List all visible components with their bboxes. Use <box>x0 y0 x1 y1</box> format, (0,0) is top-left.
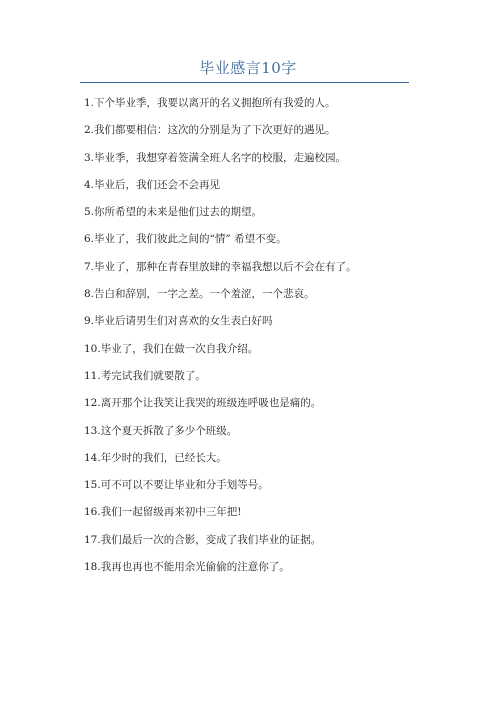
list-item: 3.毕业季，我想穿着签满全班人名字的校服，走遍校园。 <box>84 151 347 164</box>
list-item: 10.毕业了，我们在做一次自我介绍。 <box>84 342 259 355</box>
list-item: 2.我们都要相信：这次的分别是为了下次更好的遇见。 <box>84 124 336 137</box>
list-item: 12.离开那个让我笑让我哭的班级连呼吸也是痛的。 <box>84 397 322 410</box>
list-item: 14.年少时的我们，已经长大。 <box>84 451 227 464</box>
title-underline <box>80 82 409 83</box>
list-item: 4.毕业后，我们还会不会再见 <box>84 178 221 191</box>
list-item: 17.我们最后一次的合影，变成了我们毕业的证据。 <box>84 533 322 546</box>
list-item: 9.毕业后请男生们对喜欢的女生表白好吗 <box>84 315 273 328</box>
list-item: 11.考完试我们就要散了。 <box>84 369 206 382</box>
list-item: 6.毕业了，我们彼此之间的“情” 希望不变。 <box>84 233 287 246</box>
list-item: 18.我再也再也不能用余光偷偷的注意你了。 <box>84 561 290 574</box>
list-item: 5.你所希望的未来是他们过去的期望。 <box>84 206 263 219</box>
list-item: 16.我们一起留级再来初中三年把! <box>84 506 242 519</box>
list-item: 13.这个夏天拆散了多少个班级。 <box>84 424 238 437</box>
quote-list <box>84 96 414 587</box>
list-item: 15.可不可以不要让毕业和分手划等号。 <box>84 479 269 492</box>
list-item: 1.下个毕业季，我要以离开的名义拥抱所有我爱的人。 <box>84 97 336 109</box>
document-title: 毕业感言10字 <box>199 59 297 77</box>
list-item: 8.告白和辞别，一字之差。一个羞涩，一个悲哀。 <box>84 288 315 301</box>
list-item: 7.毕业了，那种在青春里放肆的幸福我想以后不会在有了。 <box>84 260 357 273</box>
